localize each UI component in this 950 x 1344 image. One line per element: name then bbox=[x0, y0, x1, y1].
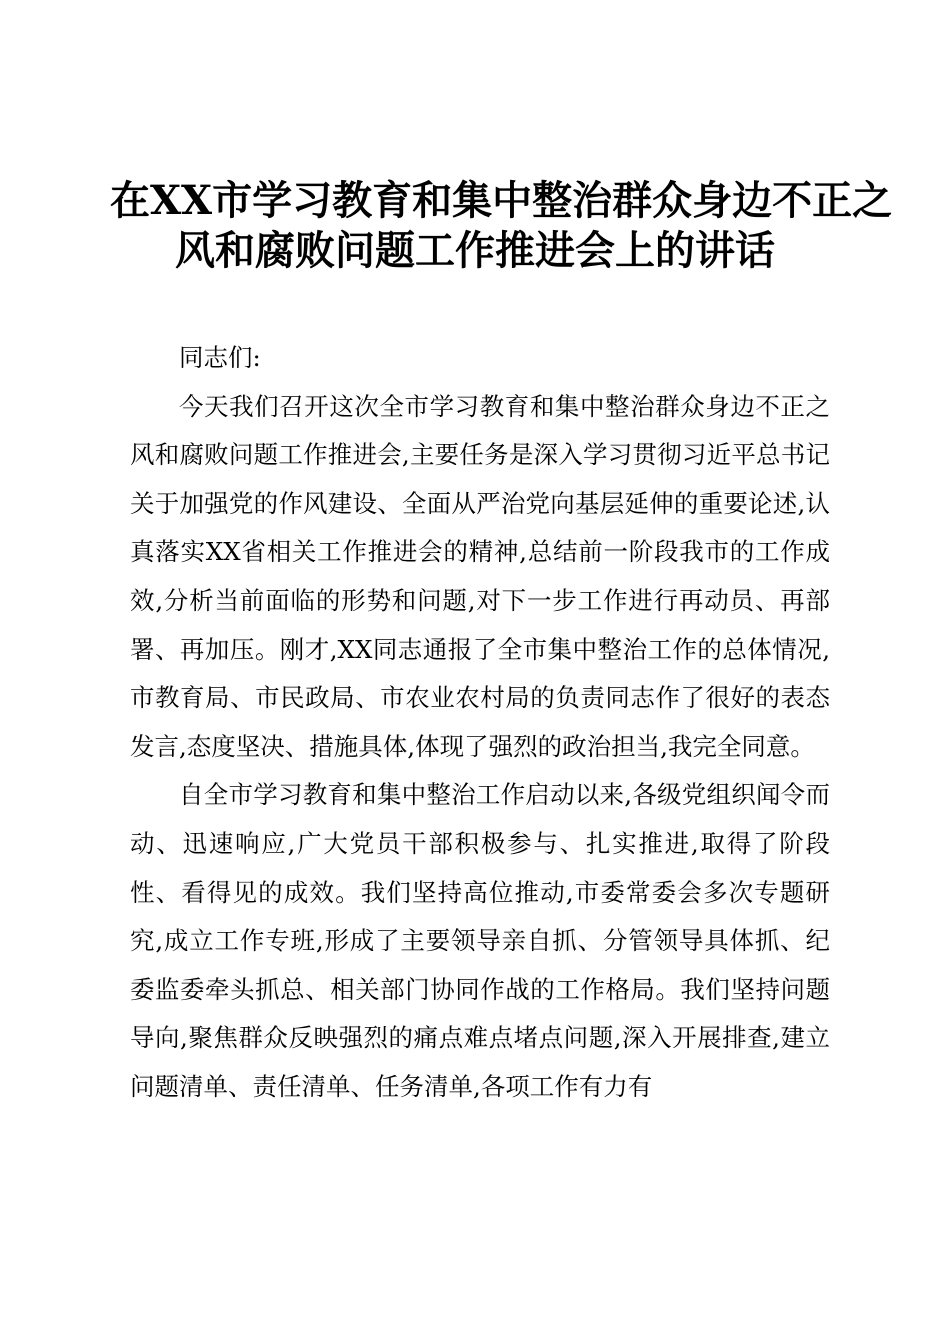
title-line-1: 在XX市学习教育和集中整治群众身边不正之 bbox=[110, 177, 893, 224]
document-body bbox=[130, 334, 830, 1112]
document-title bbox=[110, 176, 893, 276]
paragraph-2: 自全市学习教育和集中整治工作启动以来,各级党组织闻令而动、迅速响应,广大党员干部积极参与、扎实推进,取得了阶段性、看得见的成效。我们坚持高位推动,市委常委会多次专题研究,成立工作专班,形成了主要领导亲自抓、分管领导具体抓、纪委监委牵头抓总、相关部门协同作战的工作格局。我们坚持问题导向,聚焦群众反映强烈的痛点难点堵点问题,深入开展排查,建立问题清单、责任清单、任务清单,各项工作有力有 bbox=[130, 780, 830, 1101]
salutation: 同志们: bbox=[179, 343, 261, 372]
paragraph-1: 今天我们召开这次全市学习教育和集中整治群众身边不正之风和腐败问题工作推进会,主要任务是深入学习贯彻习近平总书记关于加强党的作风建设、全面从严治党向基层延伸的重要论述,认真落实XX省相关工作推进会的精神,总结前一阶段我市的工作成效,分析当前面临的形势和问题,对下一步工作进行再动员、再部署、再加压。刚才,XX同志通报了全市集中整治工作的总体情况,市教育局、市民政局、市农业农村局的负责同志作了很好的表态发言,态度坚决、措施具体,体现了强烈的政治担当,我完全同意。 bbox=[130, 391, 830, 761]
title-line-2: 风和腐败问题工作推进会上的讲话 bbox=[175, 227, 775, 274]
